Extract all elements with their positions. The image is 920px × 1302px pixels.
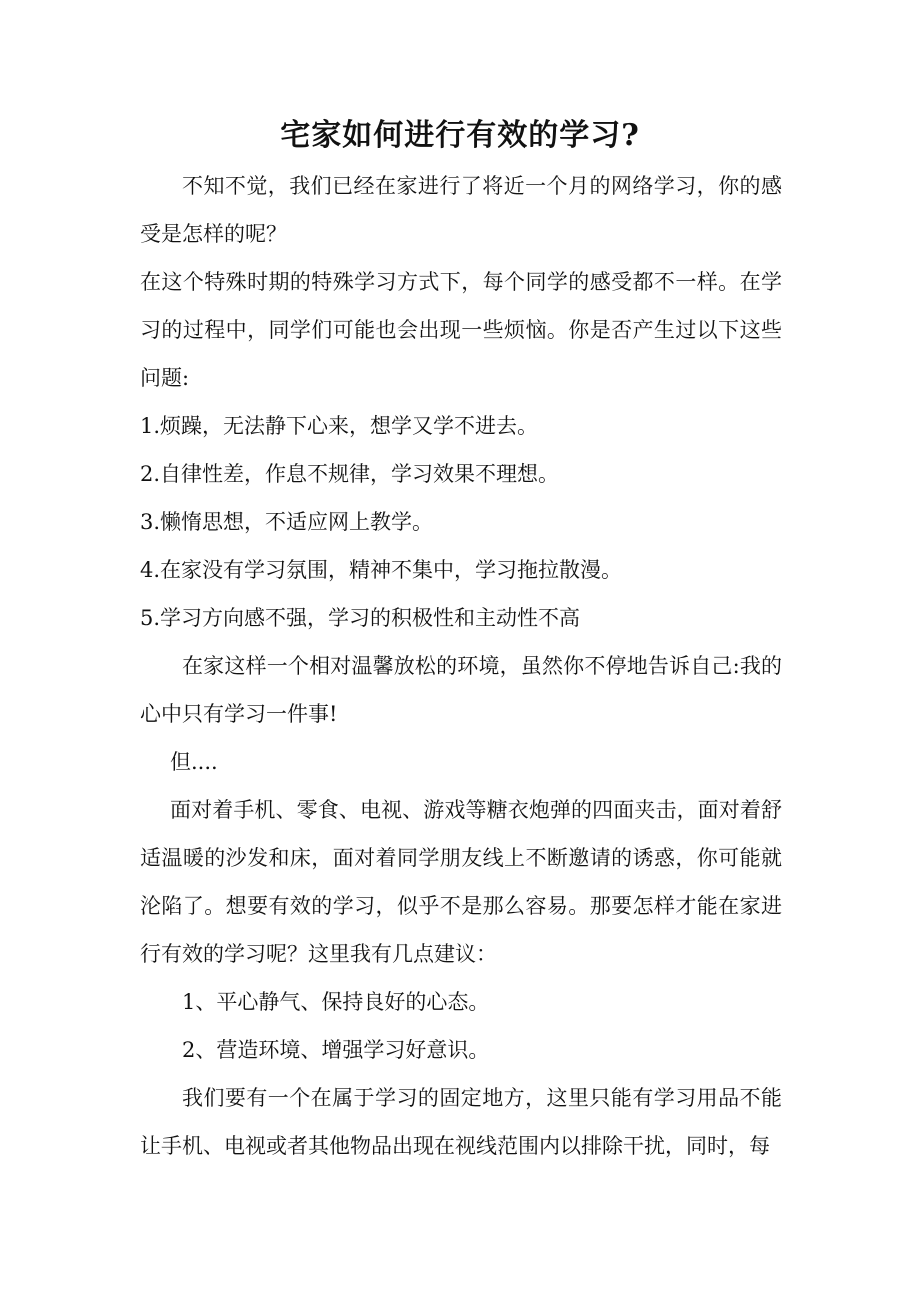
- paragraph-home-environment: 在家这样一个相对温馨放松的环境，虽然你不停地告诉自己:我的心中只有学习一件事!: [140, 654, 782, 726]
- suggestion-1: 1、平心静气、保持良好的心态。: [182, 990, 490, 1014]
- list-item-5: 5.学习方向感不强，学习的积极性和主动性不高: [140, 606, 581, 630]
- paragraph-problems-lead: 在这个特殊时期的特殊学习方式下，每个同学的感受都不一样。在学习的过程中，同学们可能也会出现一些烦恼。你是否产生过以下这些问题:: [140, 270, 782, 390]
- suggestion-2: 2、营造环境、增强学习好意识。: [182, 1038, 490, 1062]
- list-item-1: 1.烦躁，无法静下心来，想学又学不进去。: [140, 414, 539, 438]
- list-item-3: 3.懒惰思想，不适应网上教学。: [140, 510, 434, 534]
- list-item-2: 2.自律性差，作息不规律，学习效果不理想。: [140, 462, 560, 486]
- document-body: [140, 162, 782, 1170]
- paragraph-intro: 不知不觉，我们已经在家进行了将近一个月的网络学习，你的感受是怎样的呢？: [140, 174, 782, 246]
- paragraph-temptations: 面对着手机、零食、电视、游戏等糖衣炮弹的四面夹击，面对着舒适温暖的沙发和床，面对着同学朋友线上不断邀请的诱惑，你可能就沦陷了。想要有效的学习，似乎不是那么容易。那要怎样才能在家进行有效的学习呢？这里我有几点建议：: [140, 798, 782, 966]
- paragraph-study-place: 我们要有一个在属于学习的固定地方，这里只能有学习用品不能让手机、电视或者其他物品出现在视线范围内以排除干扰，同时，每: [140, 1086, 782, 1158]
- list-item-4: 4.在家没有学习氛围，精神不集中，学习拖拉散漫。: [140, 558, 623, 582]
- paragraph-but: 但....: [170, 750, 218, 774]
- document-title: 宅家如何进行有效的学习?: [280, 118, 640, 153]
